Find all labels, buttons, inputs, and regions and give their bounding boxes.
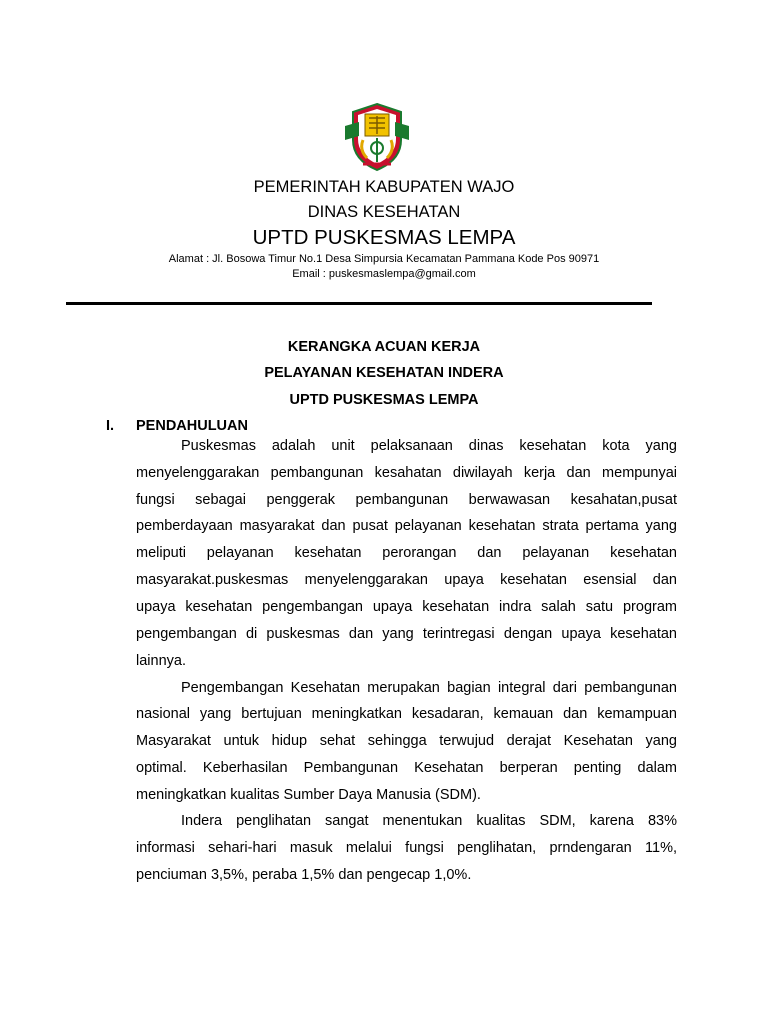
government-name: PEMERINTAH KABUPATEN WAJO [253,178,515,196]
email-text: Email : puskesmaslempa@gmail.com [292,268,476,280]
paragraph-line: nasional yang bertujuan meningkatkan kesadaran, kemauan dan kemampuan [136,706,677,722]
document-subtitle: PELAYANAN KESEHATAN INDERA [264,365,504,381]
paragraph-line: upaya kesehatan pengembangan upaya kesehatan indra salah satu program [136,599,677,615]
paragraph-line: meningkatkan kualitas Sumber Daya Manusia (SDM). [136,787,481,803]
paragraph-line: menyelenggarakan pembangunan kesahatan diwilayah kerja dan mempunyai [136,465,677,481]
department-name: DINAS KESEHATAN [307,203,461,221]
address-text: Alamat : Jl. Bosowa Timur No.1 Desa Simpursia Kecamatan Pammana Kode Pos 90971 [168,253,600,265]
paragraph-line: penciuman 3,5%, peraba 1,5% dan pengecap 1,0%. [136,867,472,883]
document-title: KERANGKA ACUAN KERJA [287,339,481,355]
paragraph-line: informasi sehari-hari masuk melalui fungsi penglihatan, prndengaran 11%, [136,840,677,856]
institution-name: UPTD PUSKESMAS LEMPA [252,226,516,249]
paragraph-line: masyarakat.puskesmas menyelenggarakan upaya kesehatan esensial dan [136,572,677,588]
paragraph-line: optimal. Keberhasilan Pembangunan Kesehatan berperan penting dalam [136,760,677,776]
regency-emblem-logo [343,100,411,172]
paragraph-line: lainnya. [136,653,186,669]
paragraph-line: pemberdayaan masyarakat dan pusat pelayanan kesehatan strata pertama yang [136,518,677,534]
paragraph-line: Indera penglihatan sangat menentukan kualitas SDM, karena 83% [181,813,677,829]
section-title: PENDAHULUAN [136,418,248,434]
paragraph-line: Puskesmas adalah unit pelaksanaan dinas kesehatan kota yang [181,438,677,454]
section-number: I. [106,418,115,434]
document-institution: UPTD PUSKESMAS LEMPA [289,392,479,408]
paragraph-line: Pengembangan Kesehatan merupakan bagian integral dari pembangunan [181,680,677,696]
letterhead-divider [66,302,652,305]
paragraph-line: Masyarakat untuk hidup sehat sehingga terwujud derajat Kesehatan yang [136,733,677,749]
paragraph-line: pengembangan di puskesmas dan yang terintregasi dengan upaya kesehatan [136,626,677,642]
paragraph-line: fungsi sebagai penggerak pembangunan berwawasan kesahatan,pusat [136,492,677,508]
paragraph-line: meliputi pelayanan kesehatan perorangan dan pelayanan kesehatan [136,545,677,561]
